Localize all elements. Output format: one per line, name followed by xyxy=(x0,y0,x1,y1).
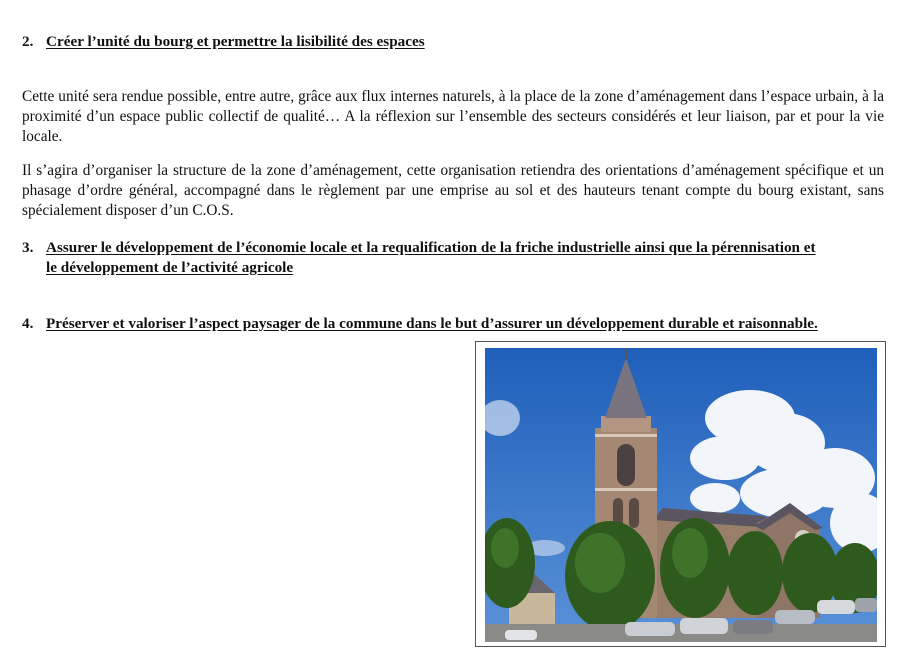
section-number: 4. xyxy=(22,315,34,332)
section-title-line: le développement de l’activité agricole xyxy=(46,259,294,276)
paragraph: Il s’agira d’organiser la structure de la zone d’aménagement, cette organisation retiendra des orientations d’aménagement spécifique et un phasage d’ordre général, accompagné dans le règlement par une emprise au sol et des hauteurs tenant compte du bourg existant, sans spécialement disposer d’un C.O.S. xyxy=(22,162,884,219)
section-number: 3. xyxy=(22,239,34,256)
paragraph: Cette unité sera rendue possible, entre autre, grâce aux flux internes naturels, à la place de la zone d’aménagement dans l’espace urbain, à la proximité d’un espace public collectif de qualité… A la réflexion sur l’ensemble des secteurs considérés et leur liaison, par et pour la vie locale. xyxy=(22,88,884,145)
section-3-heading xyxy=(22,238,816,278)
section-title-line: Assurer le développement de l’économie locale et la requalification de la friche industrielle ainsi que la pérennisation et xyxy=(46,239,816,256)
section-4-heading xyxy=(22,314,818,334)
section-title: Préserver et valoriser l’aspect paysager de la commune dans le but d’assurer un développement durable et raisonnable. xyxy=(46,315,818,332)
church-with-bell-tower-photo xyxy=(485,348,877,642)
section-title: Créer l’unité du bourg et permettre la lisibilité des espaces xyxy=(46,33,425,50)
section-2-heading xyxy=(22,32,425,52)
photo-frame xyxy=(475,341,886,647)
section-number: 2. xyxy=(22,33,34,50)
